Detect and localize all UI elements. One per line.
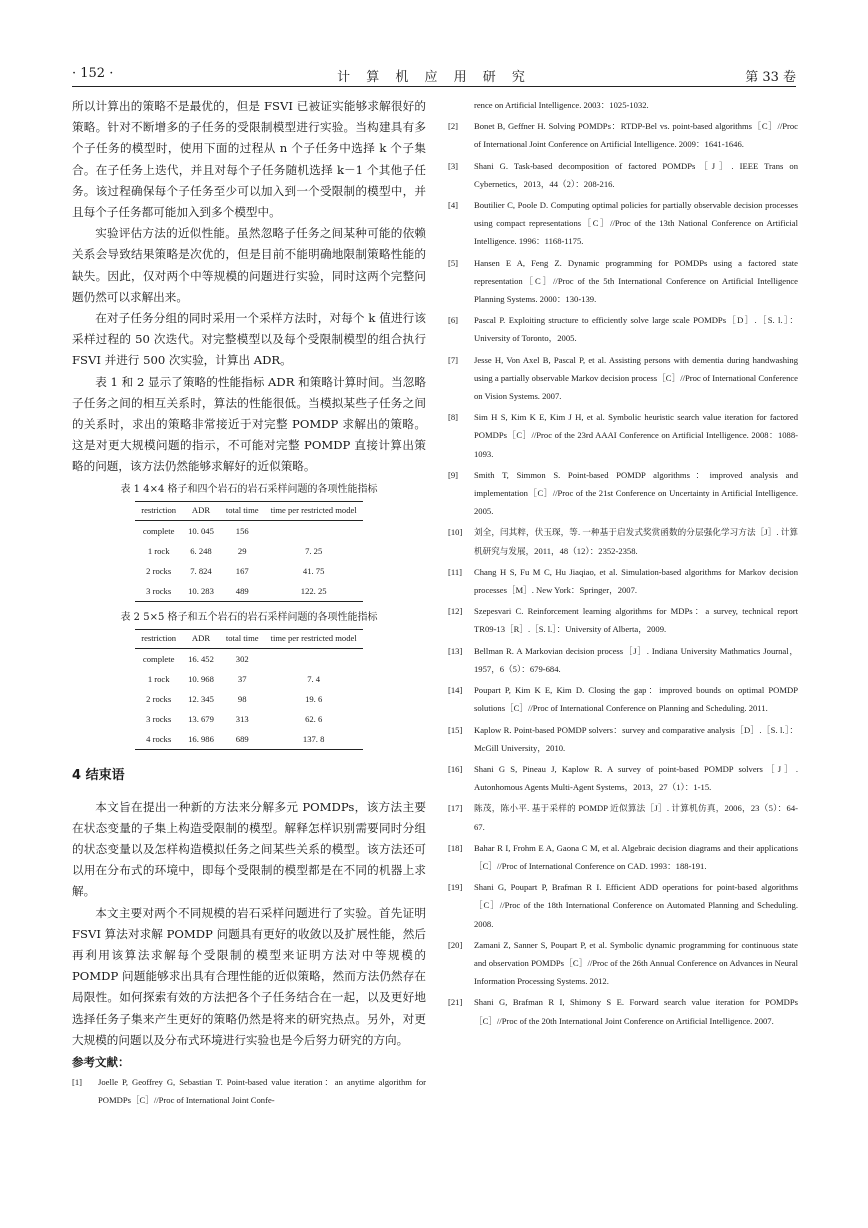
reference-number: [14] [448,685,463,696]
table-cell: 7. 824 [190,565,212,576]
table-cell: complete [142,525,175,536]
table1-header: total time [220,501,265,520]
table-cell: 137. 8 [265,729,363,750]
table-cell: 29 [237,545,247,556]
table-cell: 2 rocks [146,565,172,576]
table-cell: 156 [235,525,249,536]
reference-text: 陈茂，陈小平. 基于采样的 POMDP 近似算法［J］. 计算机仿真，2006，23（5）：64-67. [474,803,798,832]
reference-text: Shani G, Brafman R I, Shimony S E. Forward search value iteration for POMDPs［C］//Proc of the 20th International Joint Conference on Artificial Intelligence. 2007. [474,997,798,1026]
table-cell: 10. 968 [188,673,214,684]
table-cell: 16. 452 [188,653,214,664]
reference-item [448,311,798,347]
table-cell: 10. 045 [188,525,214,536]
section-heading-conclusion: 4 结束语 [72,767,125,783]
reference-item [448,993,798,1029]
table-cell: 302 [235,653,249,664]
reference-number: [20] [448,939,463,950]
table-cell [265,648,363,669]
table-cell: 167 [235,565,249,576]
table-row [135,520,362,541]
body-paragraph-6: 本文主要对两个不同规模的岩石采样问题进行了实验。首先证明 FSVI 算法对求解 POMDP 问题具有更好的收敛以及扩展性能，然后再利用该算法求解每个受限制的模型来证明方法对中等规模的 POMDP 问题能够求出具有合理性能的近似策略，然而方法仍然存在局限性。如何探索有效的方法把各个子任务结合在一起，以及更好地选择任务子集来产生更好的策略仍然是将来的研究热点。另外，对更大规模的问题以及分布式环境进行实验也是今后努力研究的方向。 [72,905,426,1047]
table-row [135,689,362,709]
reference-number: [3] [448,160,459,171]
reference-text: Jesse H, Von Axel B, Pascal P, et al. Assisting persons with dementia during handwashing using a partially observable Markov decision process［C］//Proc of International Conference on Vision Systems. 2007. [474,354,798,402]
reference-text: Bahar R I, Frohm E A, Gaona C M, et al. Algebraic decision diagrams and their applications［C］//Proc of International Conference on CAD. 1993：188-191. [474,842,798,871]
reference-item [448,642,798,678]
body-paragraph-1: 所以计算出的策略不是最优的，但是 FSVI 已被证实能够求解很好的策略。针对不断增多的子任务的受限制模型进行实验。当构建具有多个子任务的模型时，使用下面的过程从 n 个子任务中选择 k 个子集合。在子任务上迭代，并且对每个子任务随机选择 k－1 个其他子任务。该过程确保每个子任务至少可以加入到一个受限制的模型中，并且每个子任务都可能加入到多个模型中。 [72,99,426,220]
table-cell: 6. 248 [190,545,212,556]
reference-item [448,839,798,875]
reference-item [448,563,798,599]
table-row [135,669,362,689]
page-number: · 152 · [72,66,114,81]
table-cell: 4 rocks [135,729,182,750]
table-cell: 41. 75 [302,565,325,576]
reference-number: [9] [448,469,459,480]
reference-item [448,760,798,796]
reference-text: rence on Artificial Intelligence. 2003：1025-1032. [474,100,649,110]
table-cell: 13. 679 [188,713,214,724]
table1-header: ADR [182,501,220,520]
reference-text: Pascal P. Exploiting structure to efficiently solve large scale POMDPs［D］.［S. l.］：University of Toronto，2005. [474,315,798,344]
reference-text: Shani G S, Pineau J, Kaplow R. A survey of point-based POMDP solvers［J］. Autonhomous Agents Multi-Agent Systems，2013，27（1）：1-15. [474,763,798,793]
table-cell: 37 [237,673,247,684]
reference-item [448,799,798,835]
reference-text: Bellman R. A Markovian decision process［J］. Indiana University Mathmatics Journal，1957，6（5）：679-684. [474,645,798,674]
table-cell: 2 rocks [146,693,172,704]
table2-caption: 表 2 5×5 格子和五个岩石的岩石采样问题的各项性能指标 [120,611,378,623]
table-row [135,729,362,750]
journal-title: 计 算 机 应 用 研 究 [337,70,531,85]
references-heading: 参考文献： [72,1055,130,1070]
table2 [135,629,362,750]
left-column [72,96,426,1113]
reference-text: Smith T, Simmon S. Point-based POMDP algorithms：improved analysis and implementation［C］//Proc of the 21st Conference on Uncertainty in Artificial Intelligence. 2005. [474,469,798,517]
reference-item [72,1073,426,1109]
reference-item [448,602,798,638]
table-cell: 3 rocks [135,581,182,602]
reference-text: Chang H S, Fu M C, Hu Jiaqiao, et al. Simulation-based algorithms for Markov decision processes［M］. New York：Springer，2007. [474,566,798,596]
reference-number: [21] [448,997,463,1008]
table2-header: time per restricted model [265,629,363,648]
table-row [135,709,362,729]
body-paragraph-5: 本文旨在提出一种新的方法来分解多元 POMDPs，该方法主要在状态变量的子集上构造受限制的模型。解释怎样识别需要同时分组的状态变量以及怎样构造模拟任务之间某些关系的模型。该方法还可以用在分布式的环境中，即每个受限制的模型都是在不同的机器上求解。 [72,799,426,899]
reference-item [448,408,798,463]
reference-number: [7] [448,354,459,365]
table-row [135,541,362,561]
table2-header: total time [220,629,265,648]
table-cell: complete [142,653,175,664]
reference-text: 刘全，闫其粹，伏玉琛，等. 一种基于启发式奖赏函数的分层强化学习方法［J］. 计算机研究与发展，2011，48（12）：2352-2358. [474,527,798,556]
table1 [135,501,362,602]
reference-text: Sim H S, Kim K E, Kim J H, et al. Symbolic heuristic search value iteration for factored POMDPs［C］//Proc of the 23rd AAAI Conference on Artificial Intelligence. 2008：1088-1093. [474,412,798,459]
running-header [72,64,796,87]
reference-text: Zamani Z, Sanner S, Poupart P, et al. Symbolic dynamic programming for continuous state and observation POMDPs［C］//Proc of the 26th Annual Conference on Advances in Neural Information Processing Systems. 2012. [474,939,798,987]
table-cell: 1 rock [147,545,170,556]
body-paragraph-3: 在对子任务分组的同时采用一个采样方法时，对每个 k 值进行该采样过程的 50 次迭代。对完整模型以及每个受限制模型的组合执行 FSVI 并进行 500 次实验，计算出 ADR。 [72,311,426,368]
reference-number: [5] [448,257,459,268]
reference-number: [12] [448,606,463,617]
reference-item [448,117,798,153]
reference-item [448,254,798,309]
table2-header: ADR [182,629,220,648]
reference-item [448,681,798,717]
reference-text: Joelle P, Geoffrey G, Sebastian T. Point-based value iteration：an anytime algorithm for POMDPs［C］//Proc of International Joint Confe- [98,1077,426,1106]
reference-number: [1] [72,1077,83,1088]
table-cell: 689 [220,729,265,750]
table-cell: 313 [235,713,249,724]
reference-number: [10] [448,527,463,538]
table-cell: 122. 25 [265,581,363,602]
table1-header: restriction [135,501,182,520]
reference-number: [13] [448,645,463,656]
reference-number: [18] [448,842,463,853]
table-cell: 1 rock [147,673,170,684]
reference-text: Boutilier C, Poole D. Computing optimal policies for partially observable decision processes using compact representations［C］//Proc of the 13th National Conference on Artificial Intelligence. 1996：1168-1175. [474,200,798,247]
reference-text: Bonet B, Geffner H. Solving POMDPs：RTDP-Bel vs. point-based algorithms［C］//Proc of International Joint Conference on Artificial Intelligence. 2009：1641-1646. [474,121,798,150]
volume-label: 第 33 卷 [745,70,796,85]
body-paragraph-4: 表 1 和 2 显示了策略的性能指标 ADR 和策略计算时间。当忽略子任务之间的相互关系时，算法的性能很低。当模拟某些子任务之间的关系时，求出的策略非常接近于对完整 POMDP 求解出的策略。这是对更大规模问题的指示，不可能对完整 POMDP 直接计算出策略的问题，该方法仍然能够求解好的近似策略。 [72,374,426,474]
reference-item [448,351,798,406]
reference-item [448,157,798,193]
body-paragraph-2: 实验评估方法的近似性能。虽然忽略子任务之间某种可能的依赖关系会导致结果策略是次优的，但是目前不能明确地限制策略性能的缺失。因此，仅对两个中等规模的问题进行实验，同时这两个完整问题仍然可以求解出来。 [72,226,426,304]
table-cell [265,520,363,541]
table1-caption: 表 1 4×4 格子和四个岩石的岩石采样问题的各项性能指标 [120,483,378,495]
table-row [135,648,362,669]
table2-header: restriction [135,629,182,648]
reference-number: [15] [448,724,463,735]
reference-number: [2] [448,121,459,132]
reference-item [448,523,798,559]
reference-text: Kaplow R. Point-based POMDP solvers：survey and comparative analysis［D］.［S. l.］：McGill University，2010. [474,724,798,753]
table-cell: 12. 345 [188,693,214,704]
table-cell: 7. 4 [307,673,321,684]
reference-number: [6] [448,315,459,326]
reference-item [448,878,798,933]
table-cell: 3 rocks [146,713,172,724]
reference-continuation [448,96,798,114]
table-row [135,581,362,602]
reference-number: [8] [448,412,459,423]
reference-text: Szepesvari C. Reinforcement learning algorithms for MDPs：a survey, technical report TR09-13［R］.［S. l.］：University of Alberta，2009. [474,606,798,635]
right-column [448,96,798,1033]
table-cell: 98 [237,693,247,704]
table-row [135,561,362,581]
reference-text: Poupart P, Kim K E, Kim D. Closing the gap：improved bounds on optimal POMDP solutions［C］//Proc of International Conference on Planning and Scheduling. 2011. [474,685,798,714]
table-cell: 489 [220,581,265,602]
table1-header: time per restricted model [265,501,363,520]
reference-number: [11] [448,566,462,577]
reference-number: [4] [448,200,459,211]
reference-number: [16] [448,763,463,774]
table-cell: 7. 25 [305,545,323,556]
reference-text: Shani G, Poupart P, Brafman R I. Efficient ADD operations for point-based algorithms［C］//Proc of the 18th International Conference on Automated Planning and Scheduling. 2008. [474,882,798,929]
reference-item [448,466,798,521]
reference-number: [19] [448,882,463,893]
reference-number: [17] [448,803,463,814]
reference-item [448,196,798,251]
table-cell: 19. 6 [305,693,323,704]
reference-item [448,721,798,757]
table-cell: 16. 986 [182,729,220,750]
table-cell: 10. 283 [182,581,220,602]
table-cell: 62. 6 [305,713,323,724]
reference-text: Hansen E A, Feng Z. Dynamic programming for POMDPs using a factored state representation［C］//Proc of the 5th International Conference on Artificial Intelligence Planning Systems. 2000：130-139. [474,257,798,305]
reference-item [448,936,798,991]
reference-text: Shani G. Task-based decomposition of factored POMDPs［J］. IEEE Trans on Cybernetics，2013，44（2）：208-216. [474,160,798,189]
